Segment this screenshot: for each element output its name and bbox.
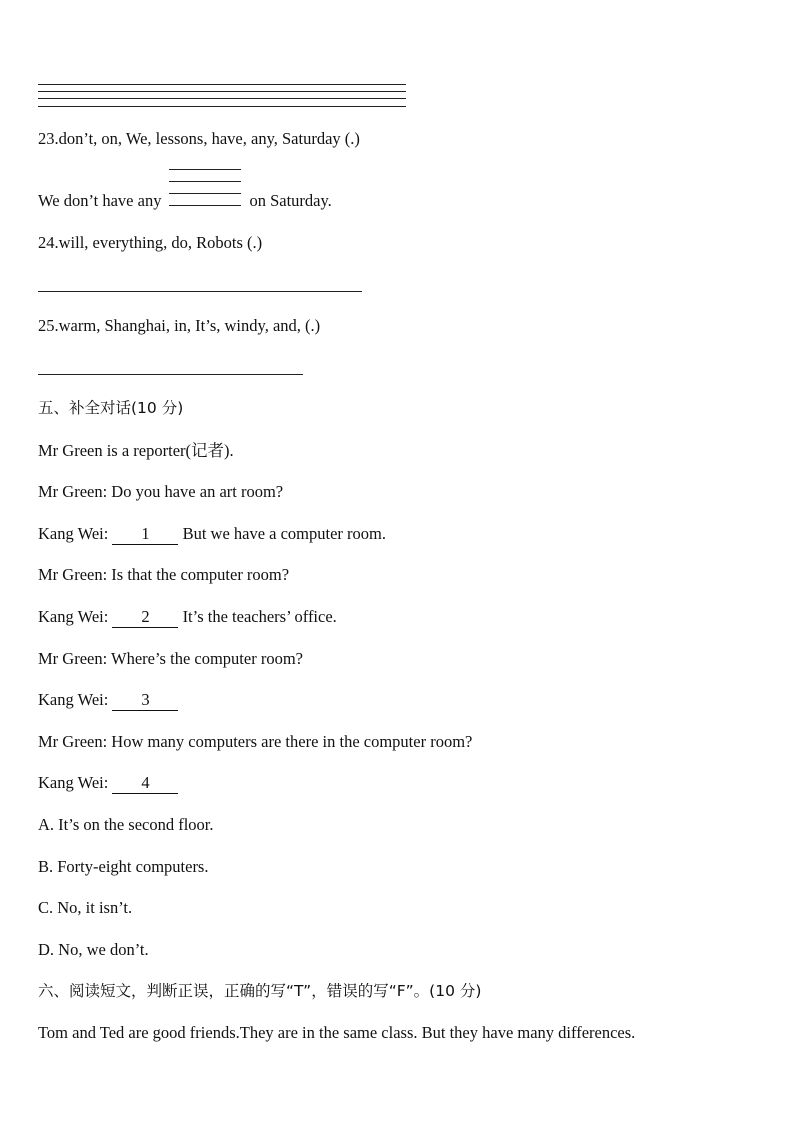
dialogue-blank-1[interactable]: 1 bbox=[112, 524, 178, 544]
question-25-answer-line[interactable] bbox=[38, 374, 303, 375]
answer-prefix: We don’t have any bbox=[38, 191, 162, 210]
answer-line bbox=[38, 84, 406, 85]
dialogue-line bbox=[38, 524, 386, 544]
dialogue-line: Mr Green: Do you have an art room? bbox=[38, 482, 284, 501]
answer-line bbox=[38, 91, 406, 92]
dialogue-blank-2[interactable]: 2 bbox=[112, 607, 178, 627]
option-b: B. Forty-eight computers. bbox=[38, 857, 209, 876]
section-5-intro: Mr Green is a reporter(记者). bbox=[38, 441, 234, 460]
dialogue-line: Mr Green: Is that the computer room? bbox=[38, 565, 290, 584]
dialogue-blank-3[interactable]: 3 bbox=[112, 690, 178, 710]
option-c: C. No, it isn’t. bbox=[38, 898, 133, 917]
answer-suffix: on Saturday. bbox=[249, 191, 332, 210]
answer-line bbox=[38, 98, 406, 99]
speaker: Kang Wei: bbox=[38, 773, 113, 792]
speaker: Kang Wei: bbox=[38, 607, 113, 626]
question-25-prompt: 25.warm, Shanghai, in, It’s, windy, and, (.) bbox=[38, 316, 321, 335]
section-5-heading: 五、补全对话(10 分) bbox=[38, 399, 184, 417]
dialogue-line bbox=[38, 773, 178, 793]
dialogue-line: Mr Green: Where’s the computer room? bbox=[38, 649, 303, 668]
question-24-answer-line[interactable] bbox=[38, 291, 362, 292]
question-23-prompt: 23.don’t, on, We, lessons, have, any, Saturday (.) bbox=[38, 129, 360, 148]
dialogue-line bbox=[38, 690, 178, 710]
dialogue-text: But we have a computer room. bbox=[178, 524, 387, 543]
option-a: A. It’s on the second floor. bbox=[38, 815, 214, 834]
answer-line bbox=[38, 106, 406, 107]
section-6-heading: 六、阅读短文，判断正误，正确的写“T”，错误的写“F”。(10 分) bbox=[38, 982, 482, 1000]
speaker: Kang Wei: bbox=[38, 524, 113, 543]
dialogue-line bbox=[38, 607, 337, 627]
speaker: Kang Wei: bbox=[38, 690, 113, 709]
dialogue-text: It’s the teachers’ office. bbox=[178, 607, 337, 626]
question-24-prompt: 24.will, everything, do, Robots (.) bbox=[38, 233, 263, 252]
question-23-answer bbox=[38, 191, 332, 211]
answer-blank-lines[interactable] bbox=[169, 191, 241, 211]
dialogue-blank-4[interactable]: 4 bbox=[112, 773, 178, 793]
dialogue-line: Mr Green: How many computers are there in the computer room? bbox=[38, 732, 473, 751]
option-d: D. No, we don’t. bbox=[38, 940, 149, 959]
section-6-passage: Tom and Ted are good friends.They are in the same class. But they have many differences. bbox=[38, 1023, 636, 1042]
